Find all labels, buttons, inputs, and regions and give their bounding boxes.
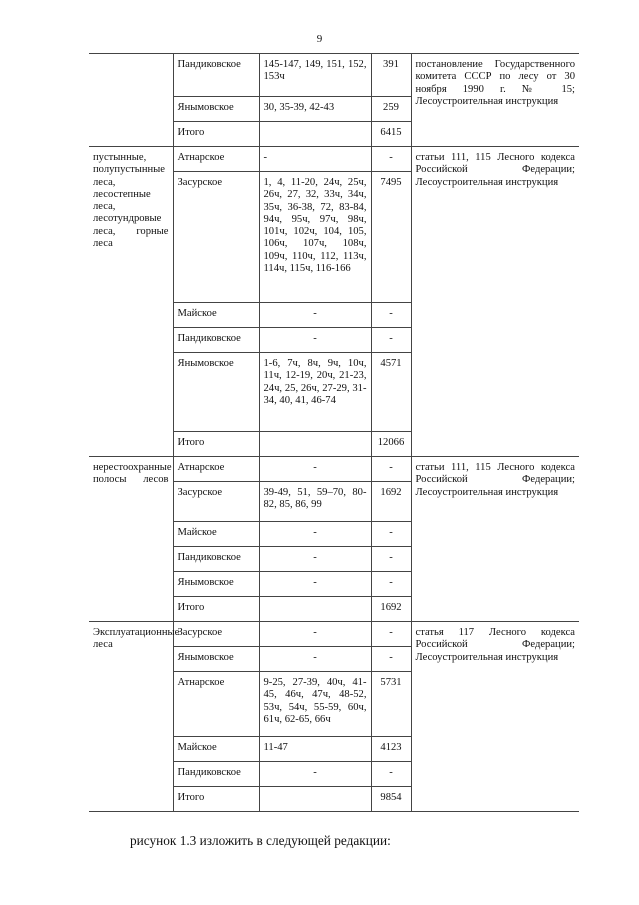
quarters-cell: - bbox=[259, 147, 371, 172]
area-cell: - bbox=[371, 572, 411, 597]
area-cell: 4571 bbox=[371, 353, 411, 432]
forestry-name-cell: Атнарское bbox=[173, 147, 259, 172]
quarters-cell: - bbox=[259, 762, 371, 787]
quarters-cell: - bbox=[259, 303, 371, 328]
forestry-name-cell: Итого bbox=[173, 432, 259, 457]
area-cell: 1692 bbox=[371, 597, 411, 622]
forestry-name-cell: Засурское bbox=[173, 172, 259, 303]
area-cell: - bbox=[371, 303, 411, 328]
table-row bbox=[89, 147, 579, 172]
area-cell: 259 bbox=[371, 97, 411, 122]
legal-basis-cell: статья 117 Лесного кодекса Российской Федерации; Лесоустроительная инструкция bbox=[411, 622, 579, 812]
category-cell: пустынные, полупустынные леса, лесостепные леса, лесотундровые леса, горные леса bbox=[89, 147, 173, 457]
quarters-cell: 39-49, 51, 59–70, 80-82, 85, 86, 99 bbox=[259, 482, 371, 522]
area-cell: 4123 bbox=[371, 737, 411, 762]
quarters-cell: 1-6, 7ч, 8ч, 9ч, 10ч, 11ч, 12-19, 20ч, 21-23, 24ч, 25, 26ч, 27-29, 31-34, 40, 41, 46-74 bbox=[259, 353, 371, 432]
table-row bbox=[89, 622, 579, 647]
forestry-name-cell: Атнарское bbox=[173, 457, 259, 482]
quarters-cell: - bbox=[259, 647, 371, 672]
quarters-cell: - bbox=[259, 572, 371, 597]
quarters-cell: - bbox=[259, 328, 371, 353]
quarters-cell bbox=[259, 432, 371, 457]
table-row bbox=[89, 457, 579, 482]
area-cell: 1692 bbox=[371, 482, 411, 522]
legal-basis-cell: постановление Государственного комитета СССР по лесу от 30 ноября 1990 г. № 15; Лесоустроительная инструкция bbox=[411, 54, 579, 147]
area-cell: - bbox=[371, 547, 411, 572]
forestry-name-cell: Засурское bbox=[173, 622, 259, 647]
forest-protection-table bbox=[89, 53, 579, 812]
forestry-name-cell: Итого bbox=[173, 787, 259, 812]
caption-paragraph: рисунок 1.3 изложить в следующей редакции: bbox=[130, 833, 391, 848]
forestry-name-cell: Янымовское bbox=[173, 647, 259, 672]
area-cell: - bbox=[371, 522, 411, 547]
quarters-cell: - bbox=[259, 547, 371, 572]
quarters-cell: 11-47 bbox=[259, 737, 371, 762]
quarters-cell: 1, 4, 11-20, 24ч, 25ч, 26ч, 27, 32, 33ч, 34ч, 35ч, 36-38, 72, 83-84, 94ч, 95ч, 97ч, 98ч, 101ч, 102ч, 104, 105, 106ч, 107ч, 108ч, 109ч, 110ч, 112, 113ч, 114ч, 115ч, 116-166 bbox=[259, 172, 371, 303]
quarters-cell: - bbox=[259, 622, 371, 647]
forestry-name-cell: Майское bbox=[173, 303, 259, 328]
forestry-name-cell: Пандиковское bbox=[173, 54, 259, 97]
forestry-name-cell: Пандиковское bbox=[173, 762, 259, 787]
area-cell: 9854 bbox=[371, 787, 411, 812]
area-cell: - bbox=[371, 147, 411, 172]
forestry-name-cell: Янымовское bbox=[173, 353, 259, 432]
category-cell: Эксплуатационные леса bbox=[89, 622, 173, 812]
category-cell bbox=[89, 54, 173, 147]
area-cell: 6415 bbox=[371, 122, 411, 147]
forestry-name-cell: Янымовское bbox=[173, 97, 259, 122]
forestry-name-cell: Пандиковское bbox=[173, 328, 259, 353]
area-cell: 7495 bbox=[371, 172, 411, 303]
forestry-name-cell: Атнарское bbox=[173, 672, 259, 737]
legal-basis-cell: статьи 111, 115 Лесного кодекса Российской Федерации; Лесоустроительная инструкция bbox=[411, 147, 579, 457]
quarters-cell: - bbox=[259, 457, 371, 482]
area-cell: 12066 bbox=[371, 432, 411, 457]
quarters-cell bbox=[259, 597, 371, 622]
category-cell: нерестоохранные полосы лесов bbox=[89, 457, 173, 622]
quarters-cell: 9-25, 27-39, 40ч, 41-45, 46ч, 47ч, 48-52, 53ч, 54ч, 55-59, 60ч, 61ч, 62-65, 66ч bbox=[259, 672, 371, 737]
quarters-cell: 145-147, 149, 151, 152, 153ч bbox=[259, 54, 371, 97]
page-number: 9 bbox=[316, 33, 323, 45]
quarters-cell bbox=[259, 122, 371, 147]
area-cell: - bbox=[371, 328, 411, 353]
forestry-name-cell: Майское bbox=[173, 737, 259, 762]
forestry-name-cell: Майское bbox=[173, 522, 259, 547]
forestry-name-cell: Итого bbox=[173, 597, 259, 622]
area-cell: 391 bbox=[371, 54, 411, 97]
quarters-cell: - bbox=[259, 522, 371, 547]
area-cell: - bbox=[371, 762, 411, 787]
forestry-name-cell: Пандиковское bbox=[173, 547, 259, 572]
area-cell: - bbox=[371, 647, 411, 672]
quarters-cell: 30, 35-39, 42-43 bbox=[259, 97, 371, 122]
forestry-name-cell: Засурское bbox=[173, 482, 259, 522]
area-cell: - bbox=[371, 457, 411, 482]
forestry-name-cell: Итого bbox=[173, 122, 259, 147]
legal-basis-cell: статьи 111, 115 Лесного кодекса Российской Федерации; Лесоустроительная инструкция bbox=[411, 457, 579, 622]
area-cell: 5731 bbox=[371, 672, 411, 737]
quarters-cell bbox=[259, 787, 371, 812]
forestry-name-cell: Янымовское bbox=[173, 572, 259, 597]
table-row bbox=[89, 54, 579, 97]
area-cell: - bbox=[371, 622, 411, 647]
